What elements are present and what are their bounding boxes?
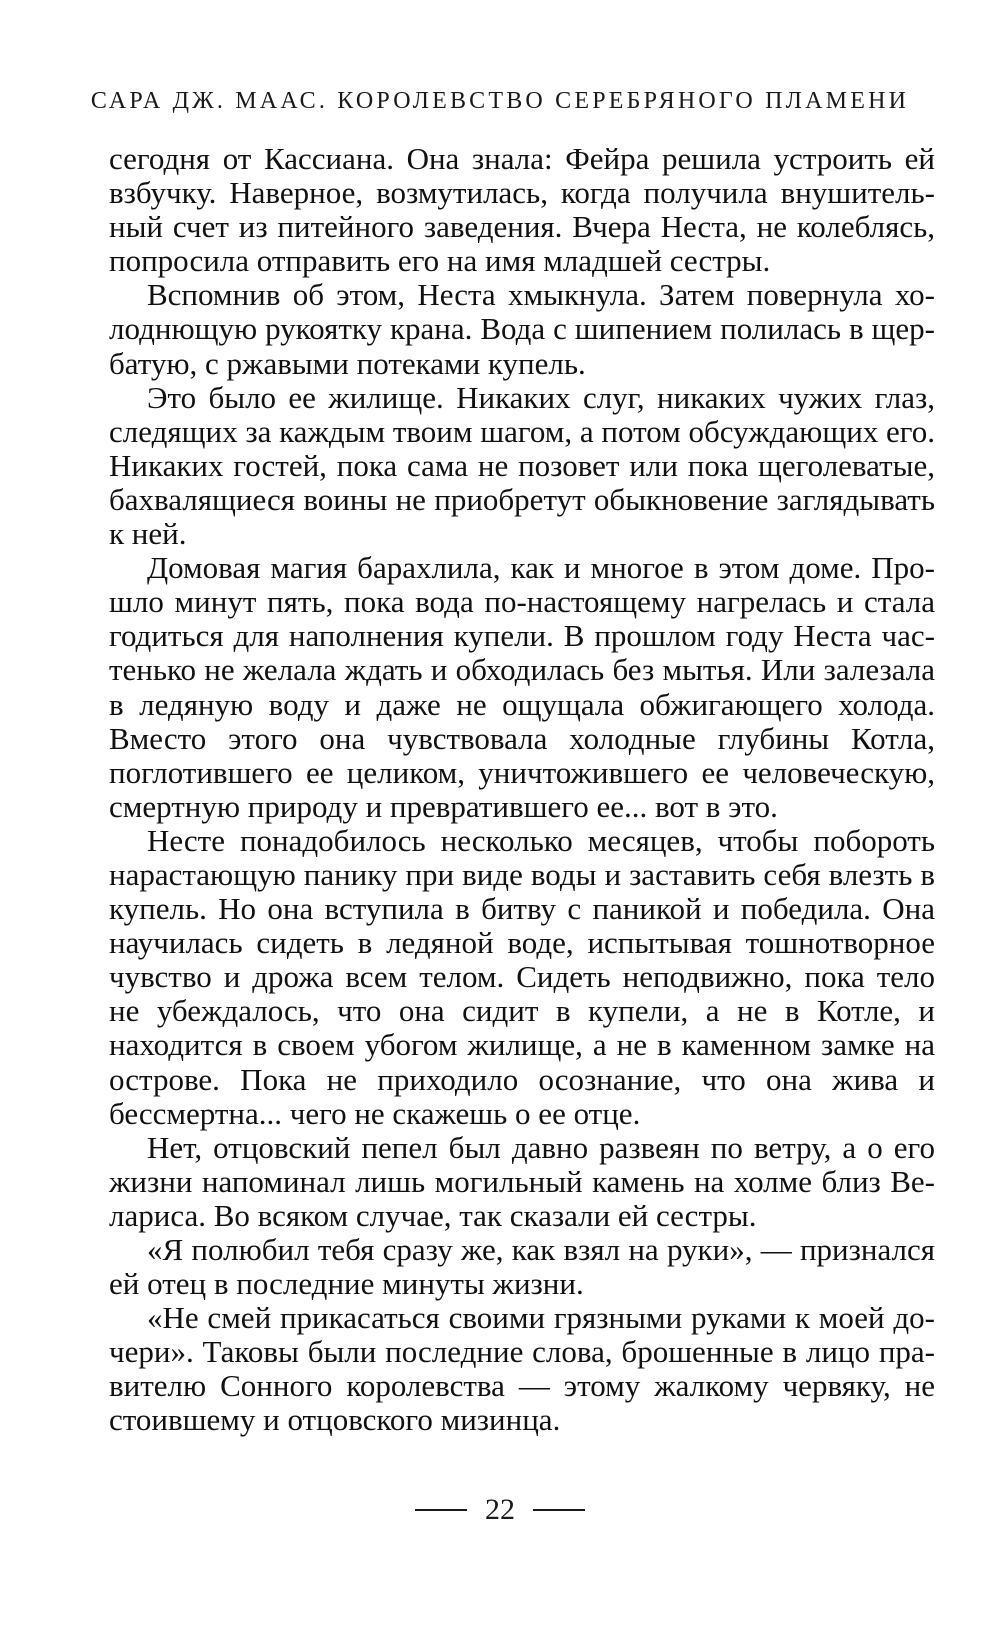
paragraph: Нет, отцовский пепел был давно развеян по ветру, а о его жизни напоминал лишь могильный камень на холме близ Велариса. Во всяком случае, так сказали ей сестры. (109, 1129, 935, 1233)
paragraph: Вспомнив об этом, Неста хмыкнула. Затем повернула холоднющую рукоятку крана. Вода с шипением полилась в щербатую, с ржавыми потеками купель. (109, 277, 935, 381)
body-text (109, 142, 935, 1438)
paragraph: Это было ее жилище. Никаких слуг, никаких чужих глаз, следящих за каждым твоим шагом, а потом обсуждающих его. Никаких гостей, пока сама не позовет или пока щеголеватые, бахвалящиеся воины не приобретут обыкновение заглядывать к ней. (109, 379, 935, 552)
paragraph: сегодня от Кассиана. Она знала: Фейра решила устроить ей взбучку. Наверное, возмутилась, когда получила внушительный счет из питейного заведения. Вчера Неста, не колеблясь, попросила отправить его на имя младшей сестры. (109, 141, 935, 279)
paragraph: «Я полюбил тебя сразу же, как взял на руки», — признался ей отец в последние минуты жизни. (109, 1232, 935, 1302)
folio-dash-right (533, 1509, 585, 1511)
paragraph: Домовая магия барахлила, как и многое в этом доме. Прошло минут пять, пока вода по-настоящему нагрелась и стала годиться для наполнения купели. В прошлом году Неста частенько не желала ждать и обходилась без мытья. Или залезала в ледяную воду и даже не ощущала обжигающего холода. Вместо этого она чувствовала холодные глубины Котла, поглотившего ее целиком, уничтожившего ее человеческую, смертную природу и превратившего ее... вот в это. (109, 550, 935, 824)
paragraph: Несте понадобилось несколько месяцев, чтобы побороть нарастающую панику при виде воды и заставить себя влезть в купель. Но она вступила в битву с паникой и победила. Она научилась сидеть в ледяной воде, испытывая тошнотворное чувство и дрожа всем телом. Сидеть неподвижно, пока тело не убеждалось, что она сидит в купели, а не в Котле, и находится в своем убогом жилище, а не в каменном замке на острове. Пока не приходило осознание, что она жива и бессмертна... чего не скажешь о ее отце. (109, 822, 935, 1131)
page-footer (0, 1493, 1000, 1527)
folio-dash-left (415, 1509, 467, 1511)
running-header: САРА ДЖ. МААС. КОРОЛЕВСТВО СЕРЕБРЯНОГО ПЛАМЕНИ (90, 88, 910, 114)
paragraph: «Не смей прикасаться своими грязными руками к моей дочери». Таковы были последние слова, брошенные в лицо правителю Сонного королевства — этому жалкому червяку, не стоившему и отцовского мизинца. (109, 1300, 935, 1438)
page-number: 22 (485, 1493, 515, 1526)
